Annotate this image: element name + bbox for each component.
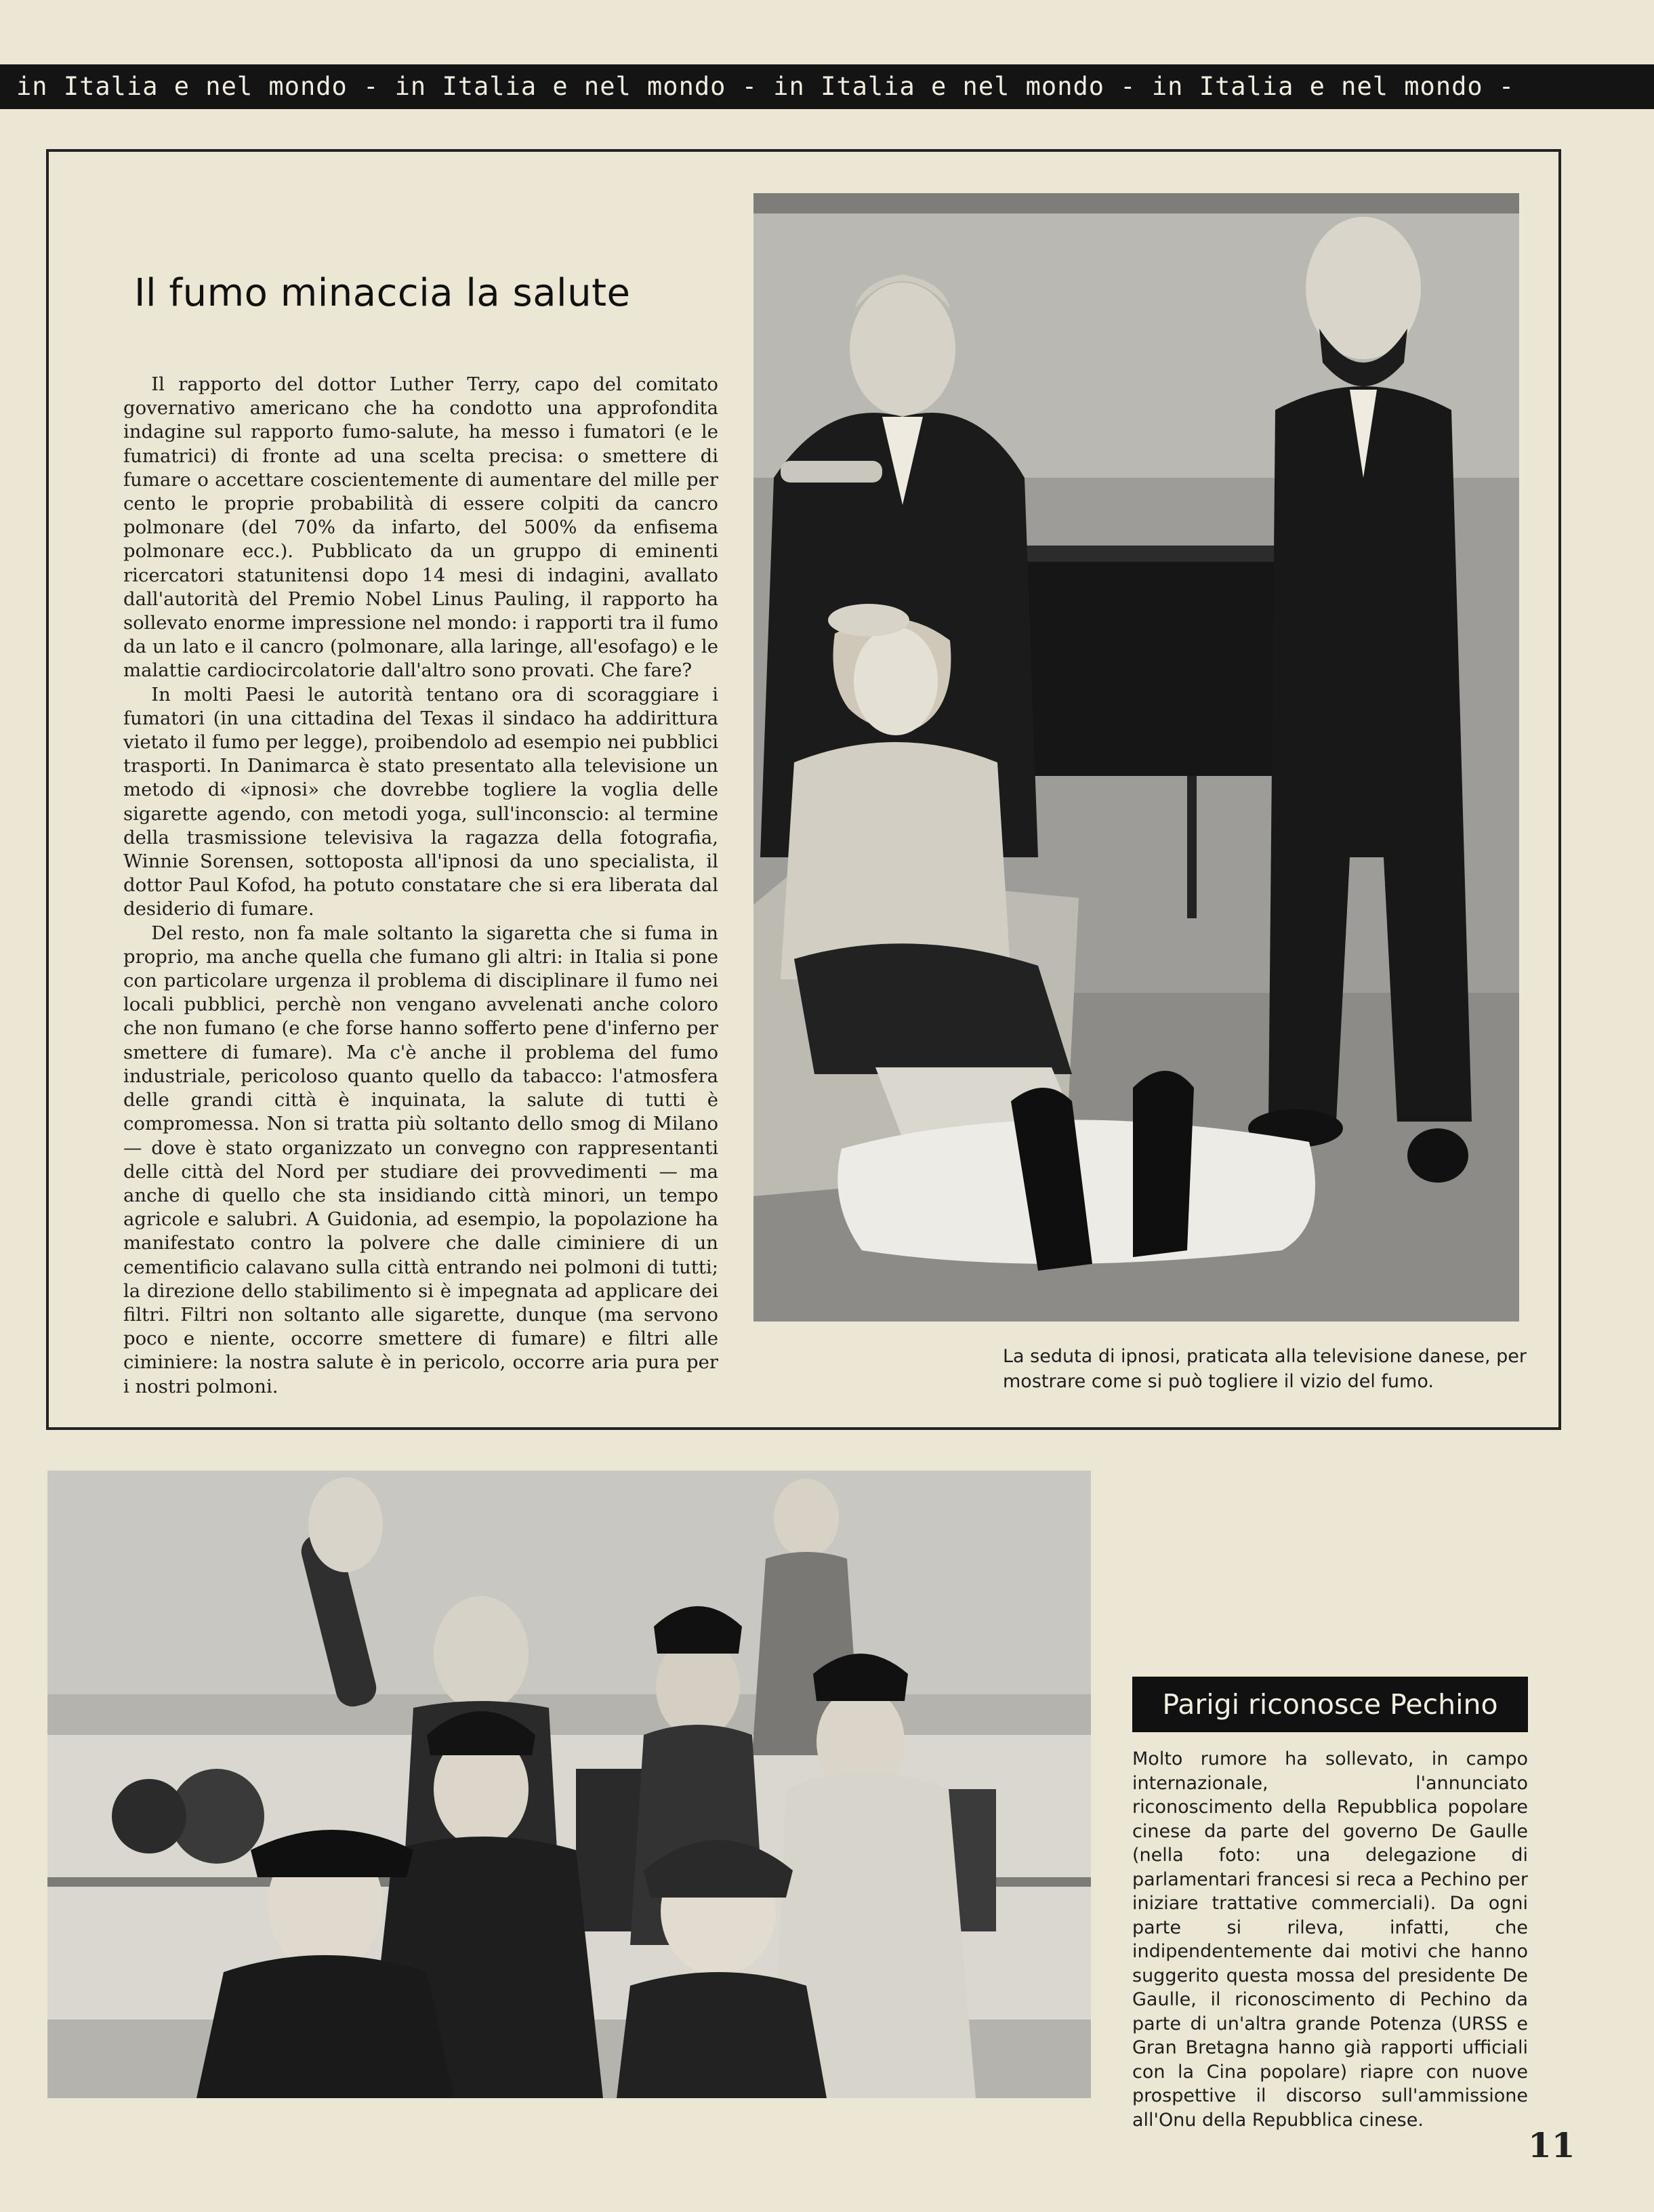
- sidebar-text: Molto rumore ha sollevato, in campo internazionale, l'annunciato riconoscimento della Repubblica popolare cinese da parte del governo De Gaulle (nella foto: una delegazione di parlamentari francesi si reca a Pechino per iniziare trattative commerciali). Da ogni parte si rileva, infatti, che indipendentemente dai motivi che hanno suggerito questa mossa del presidente De Gaulle, il riconoscimento di Pechino da parte di un'altra grande Potenza (URSS e Gran Bretagna hanno già rapporti ufficiali con la Cina popolare) riapre con nuove prospettive il discorso sull'ammissione all'Onu della Repubblica cinese.: [1132, 1748, 1528, 2131]
- article-paragraph-1: Il rapporto del dottor Luther Terry, capo del comitato governativo americano che ha condotto una approfondita indagine sul rapporto fumo-salute, ha messo i fumatori (e le fumatrici) di fronte ad una scelta precisa: o smettere di fumare o accettare coscientemente di aumentare del mille per cento le proprie probabilità di essere colpiti da cancro polmonare (del 70% da infarto, del 500% da enfisema polmonare ecc.). Pubblicato da un gruppo di eminenti ricercatori statunitensi dopo 14 mesi di indagini, avallato dall'autorità del Premio Nobel Linus Pauling, il rapporto ha sollevato enorme impressione nel mondo: i rapporti tra il fumo da un lato e il cancro (polmonare, alla laringe, all'esofago) e le malattie cardiocircolatorie dall'altro sono provati. Che fare?: [123, 373, 718, 682]
- section-banner: in Italia e nel mondo - in Italia e nel mondo - in Italia e nel mondo - in Italia e nel mondo -: [0, 64, 1654, 109]
- hypnosis-photo: [753, 193, 1519, 1322]
- page-number: 11: [1528, 2125, 1575, 2165]
- article-paragraph-3: Del resto, non fa male soltanto la sigaretta che si fuma in proprio, ma anche quella che fumano gli altri: in Italia si pone con particolare urgenza il problema di disciplinare il fumo nei locali pubblici, perchè non vengano avvelenati anche coloro che non fumano (e che forse hanno sofferto pene d'inferno per smettere di fumare). Ma c'è anche il problema del fumo industriale, pericoloso quanto quello da tabacco: l'atmosfera delle grandi città è inquinata, la salute di tutti è compromessa. Non si tratta più soltanto dello smog di Milano — dove è stato organizzato un convegno con rappresentanti delle città del Nord per studiare dei provvedimenti — ma anche di quello che sta insidiando città minori, un tempo agricole e salubri. A Guidonia, ad esempio, la popolazione ha manifestato contro la polvere che dalle ciminiere di un cementificio calavano sulla città entrando nei polmoni di tutti; la direzione dello stabilimento si è impegnata ad applicare dei filtri. Filtri non soltanto alle sigarette, dunque (ma servono poco e niente, occorre smettere di fumare) e filtri alle ciminiere: la nostra salute è in pericolo, occorre aria pura per i nostri polmoni.: [123, 922, 718, 1397]
- article-body: [123, 373, 718, 1399]
- sidebar-title: Parigi riconosce Pechino: [1132, 1677, 1528, 1732]
- hypnosis-photo-caption: La seduta di ipnosi, praticata alla televisione danese, per mostrare come si può togliere il vizio del fumo.: [1003, 1346, 1527, 1392]
- delegation-photo: [47, 1471, 1091, 2098]
- article-paragraph-2: In molti Paesi le autorità tentano ora di scoraggiare i fumatori (in una cittadina del Texas il sindaco ha addirittura vietato il fumo per legge), proibendolo ad esempio nei pubblici trasporti. In Danimarca è stato presentato alla televisione un metodo di «ipnosi» che dovrebbe togliere la voglia delle sigarette agendo, con metodi yoga, sull'inconscio: al termine della trasmissione televisiva la ragazza della fotografia, Winnie Sorensen, sottoposta all'ipnosi da uno specialista, il dottor Paul Kofod, ha potuto constatare che si era liberata dal desiderio di fumare.: [123, 683, 718, 920]
- hypnosis-photo-art: [753, 193, 1519, 1322]
- delegation-photo-art: [47, 1471, 1091, 2098]
- article-title: Il fumo minaccia la salute: [134, 271, 631, 315]
